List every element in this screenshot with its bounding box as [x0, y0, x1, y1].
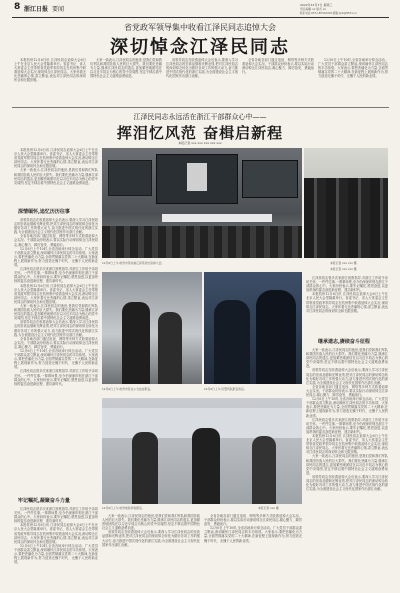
- audience: [102, 226, 302, 258]
- passenger-silhouette: [252, 436, 276, 504]
- paragraph: 全省各地各部门通过电视、网络等多种方式收看追悼大会实况。干部群众纷纷表示,要以实际行动深切悼念江泽民同志,凝心聚力、踔厉奋发、勇毅前行。: [14, 336, 98, 349]
- paragraph: 省领导同志在收看追悼大会后表示,要深入学习江泽民同志的崇高品德和光辉业绩,把对江泽民同志的深切悼念转化为做好各项工作的强大动力,奋力推进中国式现代化的浙江实践,为全面建设社会主义现代化国家作出浙江贡献。: [166, 58, 238, 79]
- person-silhouette: [122, 302, 150, 384]
- story1-column: [14, 58, 86, 104]
- people-group: [304, 178, 388, 258]
- paragraph: 12月6日上午10时,全省各地举行悼念活动。广大党员干部群众肃立默哀,深切缅怀江泽民同志的丰功伟绩。大家表示,要把悲痛化为力量,全面贯彻落实党的二十大精神,在新征程上展现新作为,努力创造无愧于时代、无愧于人民的新业绩。: [318, 58, 388, 79]
- paragraph: 12月6日上午10时,全省各地举行悼念活动。广大党员干部群众肃立默哀,深切缅怀江泽民同志的丰功伟绩。大家表示,要把悲痛化为力量,全面贯彻落实党的二十大精神,在新征程上展现新作为,努力创造无愧于时代、无愧于人民的新业绩。: [14, 246, 98, 268]
- subhead-1: 深情缅怀,追忆历历往事: [18, 209, 70, 215]
- editor-line: 责任编辑 xx 版式 xx: [300, 7, 327, 11]
- section-divider: [12, 107, 389, 108]
- masthead-rule: [12, 17, 389, 18]
- paragraph: 本报杭州12月6日讯 江泽民同志追悼大会6日上午在北京人民大会堂隆重举行。省委书记、省人大常委会主任带领省党政军领导同志在杭州集中收看追悼大会实况,深切悼念江泽民同志。大家怀着无比悲痛的心情,肃立默哀,表达对江泽民同志的深切怀念和无限崇敬。: [14, 523, 98, 544]
- story2-headline: 挥泪忆风范 奋楫启新程: [116, 124, 284, 142]
- portrait: [187, 163, 207, 191]
- paragraph: 12月6日上午10时,全省各地举行悼念活动。广大党员干部群众肃立默哀,深切缅怀江泽民同志的丰功伟绩。大家表示,要把悲痛化为力量,全面贯彻落实党的二十大精神,在新征程上展现新作为,努力创造无愧于时代、无愧于人民的新业绩。: [14, 349, 98, 370]
- paragraph: 大家一致表示,江泽民同志的逝世,是我们党和我们军队和我国各族人民的巨大损失。我们要化悲痛为力量,继承江泽民同志的遗志,更加紧密地团结在以习近平同志为核心的党中央周围,坚定不移沿着中国特色社会主义道路奋勇前进。: [102, 514, 200, 531]
- left-column-text: [14, 507, 98, 587]
- story1-column: [166, 58, 238, 104]
- memorial-hall-photo: [102, 148, 302, 258]
- paragraph: 大家一致表示,江泽民同志的逝世,是我们党和我们军队和我国各族人民的巨大损失。我们要化悲痛为力量,继承江泽民同志的遗志,更加紧密地团结在以习近平同志为核心的党中央周围,坚定不移沿着中国特色社会主义道路奋勇前进。: [90, 58, 162, 79]
- story1-column: [242, 58, 314, 104]
- page-number: 8: [14, 2, 21, 12]
- paragraph: 全省各地各部门通过电视、网络等多种方式收看追悼大会实况。干部群众纷纷表示,要以实际行动深切悼念江泽民同志,凝心聚力、踔厉奋发、勇毅前行。: [14, 234, 98, 247]
- subhead-2: 继承遗志,赓续奋斗征程: [318, 339, 370, 345]
- photo-credit-2: 本报记者 xxx 摄: [258, 506, 279, 510]
- paragraph: 江泽民同志曾多次来浙江视察指导,对浙江工作给予亲切关怀。一件件往事,一幕幕场景,至今仍深深印刻在浙江干部群众的心中。大家纷纷表示,要牢记嘱托,感恩奋进,以更加昂扬的姿态奋进新征程、建功新时代。: [306, 276, 388, 293]
- contact-line: 联系电话:0571-85310476 邮箱:zjrb@8531.cn: [300, 12, 357, 15]
- masthead: [0, 0, 400, 16]
- paragraph: 12月6日上午10时,全省各地举行悼念活动。广大党员干部群众肃立默哀,深切缅怀江泽民同志的丰功伟绩。大家表示,要把悲痛化为力量,全面贯彻落实党的二十大精神,在新征程上展现新作为,努力创造无愧于时代、无愧于人民的新业绩。: [306, 397, 388, 418]
- paragraph: 本报杭州12月6日讯 江泽民同志追悼大会6日上午在北京人民大会堂隆重举行。省委书记、省人大常委会主任带领省党政军领导同志在杭州集中收看追悼大会实况,深切悼念江泽民同志。大家怀着无比悲痛的心情,肃立默哀,表达对江泽民同志的深切怀念和无限崇敬。: [14, 283, 98, 304]
- paragraph: 本报杭州12月6日讯 江泽民同志追悼大会6日上午在北京人民大会堂隆重举行。省委书记、省人大常委会主任带领省党政军领导同志在杭州集中收看追悼大会实况,深切悼念江泽民同志。大家怀着无比悲痛的心情,肃立默哀,表达对江泽民同志的深切怀念和无限崇敬。: [306, 433, 388, 455]
- story1-kicker: 省党政军领导集中收看江泽民同志追悼大会: [124, 23, 276, 32]
- paragraph: 大家一致表示,江泽民同志的逝世,是我们党和我们军队和我国各族人民的巨大损失。我们要化悲痛为力量,继承江泽民同志的遗志,更加紧密地团结在以习近平同志为核心的党中央周围,坚定不移沿着中国特色社会主义道路奋勇前进。: [14, 168, 98, 185]
- story2-kicker: 江泽民同志永远活在浙江干部群众心中——: [133, 113, 267, 121]
- paragraph: 本报杭州12月6日讯 江泽民同志追悼大会6日上午在北京人民大会堂隆重举行。省委书记、省人大常委会主任带领省党政军领导同志在杭州集中收看追悼大会实况,深切悼念江泽民同志。大家怀着无比悲痛的心情,肃立默哀,表达对江泽民同志的深切怀念和无限崇敬。: [14, 58, 86, 83]
- paragraph: 大家一致表示,江泽民同志的逝世,是我们党和我们军队和我国各族人民的巨大损失。我们要化悲痛为力量,继承江泽民同志的遗志,更加紧密地团结在以习近平同志为核心的党中央周围,坚定不移沿着中国特色社会主义道路奋勇前进。: [14, 303, 98, 321]
- middle-bottom-text: [102, 514, 200, 588]
- story1-headline: 深切悼念江泽民同志: [110, 37, 290, 58]
- story1-column: [90, 58, 162, 104]
- paragraph: 江泽民同志曾多次来浙江视察指导,对浙江工作给予亲切关怀。一件件往事,一幕幕场景,至今仍深深印刻在浙江干部群众的心中。大家纷纷表示,要牢记嘱托,感恩奋进,以更加昂扬的姿态奋进新征程、建功新时代。: [14, 369, 98, 386]
- paper-name: 浙江日报: [24, 6, 49, 13]
- paragraph: 省领导同志在收看追悼大会后表示,要深入学习江泽民同志的崇高品德和光辉业绩,把对江泽民同志的深切悼念转化为做好各项工作的强大动力,奋力推进中国式现代化的浙江实践,为全面建设社会主义现代化国家作出浙江贡献。: [102, 530, 200, 547]
- issue-date: 2022年12月7日 星期三: [300, 3, 333, 7]
- paragraph: 12月6日上午10时,全省各地举行悼念活动。广大党员干部群众肃立默哀,深切缅怀江泽民同志的丰功伟绩。大家表示,要把悲痛化为力量,全面贯彻落实党的二十大精神,在新征程上展现新作为,努力创造无愧于时代、无愧于人民的新业绩。: [204, 526, 302, 543]
- paragraph: 大家一致表示,江泽民同志的逝世,是我们党和我们军队和我国各族人民的巨大损失。我们要化悲痛为力量,继承江泽民同志的遗志,更加紧密地团结在以习近平同志为核心的党中央周围,坚定不移沿着中国特色社会主义道路奋勇前进。: [306, 348, 388, 369]
- paragraph: 省领导同志在收看追悼大会后表示,要深入学习江泽民同志的崇高品德和光辉业绩,把对江泽民同志的深切悼念转化为做好各项工作的强大动力,奋力推进中国式现代化的浙江实践,为全面建设社会主义现代化国家作出浙江贡献。: [306, 368, 388, 385]
- paragraph: 全省各地各部门通过电视、网络等多种方式收看追悼大会实况。干部群众纷纷表示,要以实际行动深切悼念江泽民同志,凝心聚力、踔厉奋发、勇毅前行。: [204, 514, 302, 527]
- police-photo: [204, 272, 302, 384]
- person-silhouette: [158, 312, 182, 384]
- section-label: 要闻: [52, 6, 65, 13]
- paragraph: 全省各地各部门通过电视、网络等多种方式收看追悼大会实况。干部群众纷纷表示,要以实际行动深切悼念江泽民同志,凝心聚力、踔厉奋发、勇毅前行。: [306, 384, 388, 398]
- paragraph: 本报杭州12月6日讯 江泽民同志追悼大会6日上午在北京人民大会堂隆重举行。省委书记、省人大常委会主任带领省党政军领导同志在杭州集中收看追悼大会实况,深切悼念江泽民同志。大家怀着无比悲痛的心情,肃立默哀,表达对江泽民同志的深切怀念和无限崇敬。: [306, 292, 388, 313]
- paragraph: 省领导同志在收看追悼大会后表示,要深入学习江泽民同志的崇高品德和光辉业绩,把对江泽民同志的深切悼念转化为做好各项工作的强大动力,奋力推进中国式现代化的浙江实践,为全面建设社会主义现代化国家作出浙江贡献。: [306, 474, 388, 492]
- paragraph: 全省各地各部门通过电视、网络等多种方式收看追悼大会实况。干部群众纷纷表示,要以实际行动深切悼念江泽民同志,凝心聚力、踔厉奋发、勇毅前行。: [242, 58, 314, 75]
- left-column-text: [14, 148, 98, 204]
- story1-column: [318, 58, 388, 104]
- paragraph: 省领导同志在收看追悼大会后表示,要深入学习江泽民同志的崇高品德和光辉业绩,把对江泽民同志的深切悼念转化为做好各项工作的强大动力,奋力推进中国式现代化的浙江实践,为全面建设社会主义现代化国家作出浙江贡献。: [14, 218, 98, 235]
- middle-bottom-text: [204, 514, 302, 588]
- bus-stop-photo: [102, 272, 202, 384]
- paragraph: 江泽民同志曾多次来浙江视察指导,对浙江工作给予亲切关怀。一件件往事,一幕幕场景,至今仍深深印刻在浙江干部群众的心中。大家纷纷表示,要牢记嘱托,感恩奋进,以更加昂扬的姿态奋进新征程、建功新时代。: [14, 267, 98, 284]
- officer-silhouette: [256, 290, 296, 384]
- right-column-text: [306, 276, 388, 334]
- paragraph: 大家一致表示,江泽民同志的逝世,是我们党和我们军队和我国各族人民的巨大损失。我们要化悲痛为力量,继承江泽民同志的遗志,更加紧密地团结在以习近平同志为核心的党中央周围,坚定不移沿着中国特色社会主义道路奋勇前进。: [306, 454, 388, 475]
- paragraph: 本报杭州12月6日讯 江泽民同志追悼大会6日上午在北京人民大会堂隆重举行。省委书记、省人大常委会主任带领省党政军领导同志在杭州集中收看追悼大会实况,深切悼念江泽民同志。大家怀着无比悲痛的心情,肃立默哀,表达对江泽民同志的深切怀念和无限崇敬。: [14, 148, 98, 169]
- screen-left: [108, 160, 152, 196]
- passenger-silhouette: [192, 428, 220, 504]
- photo-caption-4: 12月6日上午,杭州地铁乘客默哀。: [102, 506, 145, 510]
- paragraph: 江泽民同志曾多次来浙江视察指导,对浙江工作给予亲切关怀。一件件往事,一幕幕场景,至今仍深深印刻在浙江干部群众的心中。大家纷纷表示,要牢记嘱托,感恩奋进,以更加昂扬的姿态奋进新征程、建功新时代。: [14, 507, 98, 524]
- paragraph: 省领导同志在收看追悼大会后表示,要深入学习江泽民同志的崇高品德和光辉业绩,把对江泽民同志的深切悼念转化为做好各项工作的强大动力,奋力推进中国式现代化的浙江实践,为全面建设社会主义现代化国家作出浙江贡献。: [14, 320, 98, 337]
- screen-right: [242, 160, 298, 198]
- photo-credit-3: 本报记者 xxx xxx 摄: [330, 267, 357, 271]
- table: [162, 214, 272, 222]
- screen-center: [156, 154, 238, 204]
- passenger-silhouette: [132, 432, 158, 504]
- metro-photo: [102, 398, 302, 504]
- left-column-text: [14, 218, 98, 493]
- photo-caption-2: 12月6日上午,杭州市民在公交站台默哀。: [102, 387, 153, 391]
- story2-byline: 本报记者 xxx xxx xxx xxx xxx: [178, 141, 222, 145]
- photo-caption-1: 12月6日上午,杭州市民收看江泽民同志追悼大会。: [102, 261, 165, 265]
- photo-caption-3: 12月6日上午,民警列队默哀致哀。: [204, 387, 247, 391]
- officials-photo: [304, 148, 388, 258]
- right-column-text: [306, 348, 388, 588]
- subhead-3: 牢记嘱托,凝聚奋斗力量: [18, 498, 70, 504]
- photo-credit-1: 本报记者 xxx xxx 摄: [330, 261, 357, 265]
- paragraph: 江泽民同志曾多次来浙江视察指导,对浙江工作给予亲切关怀。一件件往事,一幕幕场景,至今仍深深印刻在浙江干部群众的心中。大家纷纷表示,要牢记嘱托,感恩奋进,以更加昂扬的姿态奋进新征程、建功新时代。: [306, 417, 388, 434]
- paragraph: 12月6日上午10时,全省各地举行悼念活动。广大党员干部群众肃立默哀,深切缅怀江泽民同志的丰功伟绩。大家表示,要把悲痛化为力量,全面贯彻落实党的二十大精神,在新征程上展现新作为,努力创造无愧于时代、无愧于人民的新业绩。: [14, 543, 98, 565]
- officer-silhouette: [214, 300, 250, 384]
